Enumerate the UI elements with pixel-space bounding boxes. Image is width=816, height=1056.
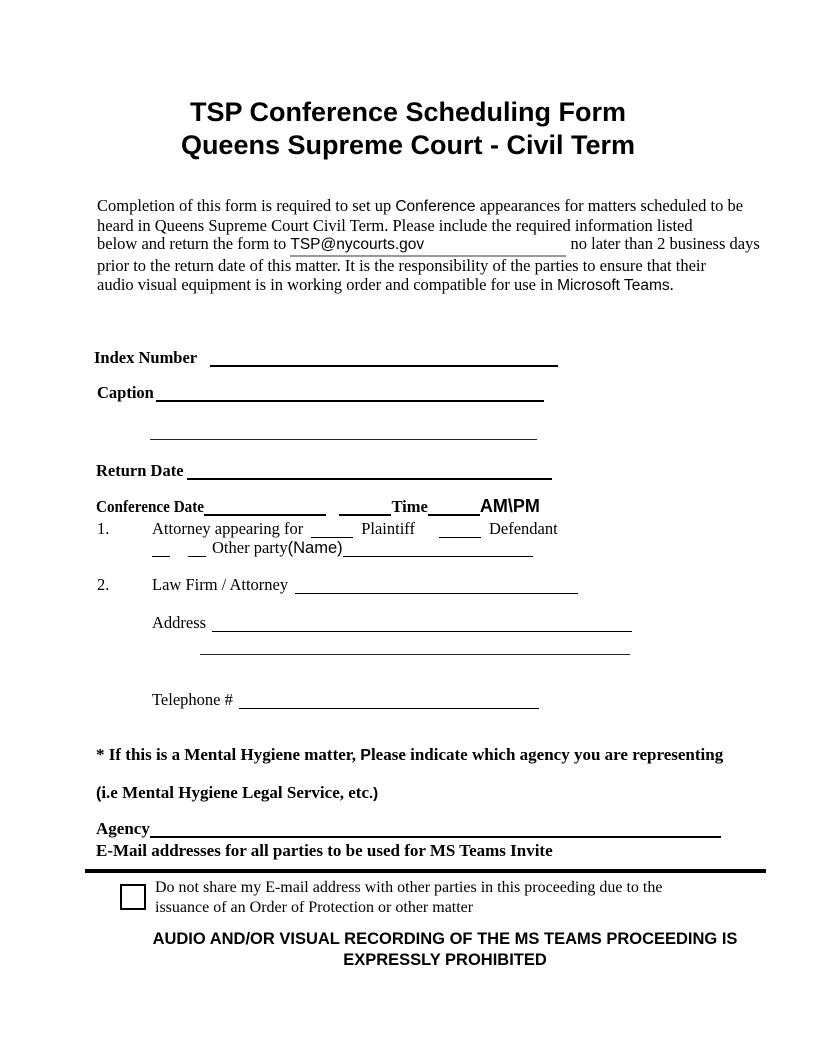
plaintiff-label: Plaintiff [361, 519, 415, 538]
mental-hygiene-text: P [360, 747, 371, 764]
other-party-name-input-line[interactable] [343, 554, 533, 557]
caption-row [97, 383, 544, 403]
return-date-input-line[interactable] [187, 476, 552, 480]
intro-text: appearances for matters scheduled to be [475, 196, 744, 215]
conference-date-label: Conference Date [96, 497, 205, 516]
intro-line3 [97, 235, 760, 257]
address-label: Address [152, 613, 207, 632]
telephone-label: Telephone # [152, 690, 233, 709]
item2-row [97, 575, 578, 595]
form-title-line2: Queens Supreme Court - Civil Term [180, 130, 636, 160]
index-number-row [94, 348, 558, 368]
privacy-statement-line1: Do not share my E-mail address with other parties in this proceeding due to the [155, 879, 663, 896]
microsoft-teams-word: Microsoft Teams [557, 276, 670, 294]
ampm-label: AM\PM [479, 496, 540, 516]
intro-text: . [669, 274, 674, 294]
intro-line2: heard in Queens Supreme Court Civil Term. Please include the required information listed [97, 215, 693, 235]
mental-hygiene-text: lease indicate which agency you are representing [370, 745, 724, 764]
intro-line5 [97, 276, 760, 296]
mental-hygiene-note [96, 745, 723, 766]
attorney-appearing-label: Attorney appearing for [152, 519, 304, 538]
agency-row [96, 819, 721, 839]
mental-hygiene-example-text: i.e Mental Hygiene Legal Service, etc [101, 783, 369, 802]
law-firm-input-line[interactable] [295, 591, 578, 594]
agency-label: Agency [96, 819, 150, 838]
intro-text: below and return the form to [97, 234, 291, 254]
form-title-line1: TSP Conference Scheduling Form [189, 97, 627, 127]
tsp-email-address: TSP@nycourts.gov [290, 236, 425, 254]
mental-hygiene-example [96, 783, 378, 804]
index-number-label: Index Number [94, 348, 198, 367]
conference-word: Conference [395, 198, 476, 215]
return-date-label: Return Date [96, 461, 184, 480]
telephone-input-line[interactable] [239, 706, 539, 709]
conference-date-row [96, 496, 540, 517]
address-input-line[interactable] [212, 629, 632, 632]
index-number-input-line[interactable] [210, 363, 558, 367]
section-divider-rule [85, 869, 766, 873]
defendant-label: Defendant [488, 519, 558, 538]
intro-text: no later than 2 business days [566, 234, 760, 254]
address-input-line-2[interactable] [200, 640, 630, 655]
mental-hygiene-example-text: .) [369, 785, 379, 802]
recording-warning-line2: EXPRESSLY PROHIBITED [343, 951, 547, 969]
conference-date-input-line-2[interactable] [339, 512, 391, 516]
other-party-line-2[interactable] [188, 554, 206, 557]
caption-label: Caption [97, 383, 154, 402]
privacy-checkbox[interactable] [120, 884, 146, 910]
telephone-row [152, 690, 539, 710]
mental-hygiene-example-text: ( [96, 785, 102, 802]
intro-text: audio visual equipment is in working order and compatible for use in [97, 274, 558, 294]
item1-row2 [152, 538, 533, 558]
time-input-line[interactable] [428, 512, 480, 516]
time-label: Time [391, 497, 428, 516]
caption-input-line[interactable] [156, 398, 544, 402]
agency-input-line[interactable] [150, 834, 721, 838]
mental-hygiene-text: * If this is a Mental Hygiene matter, [96, 745, 361, 764]
intro-line4: prior to the return date of this matter. It is the responsibility of the parties to ensure that their [97, 256, 706, 276]
intro-paragraph [97, 197, 760, 296]
privacy-statement [155, 878, 662, 918]
recording-warning-line1: AUDIO AND/OR VISUAL RECORDING OF THE MS TEAMS PROCEEDING IS [152, 930, 738, 948]
law-firm-label: Law Firm / Attorney [152, 575, 289, 594]
address-row [152, 613, 632, 633]
item1-row [97, 519, 558, 539]
caption-input-line-2[interactable] [150, 425, 537, 440]
item1-number: 1. [97, 519, 110, 538]
form-title [0, 96, 816, 162]
item2-number: 2. [97, 575, 110, 594]
privacy-statement-line2: issuance of an Order of Protection or other matter [155, 899, 474, 916]
recording-warning [120, 929, 770, 971]
conference-date-input-line[interactable] [204, 512, 326, 516]
name-label: (Name) [287, 539, 343, 557]
email-address-line[interactable] [290, 235, 566, 257]
intro-text: Completion of this form is required to set up [97, 196, 396, 215]
other-party-line-1[interactable] [152, 554, 170, 557]
intro-line1 [97, 197, 760, 217]
other-party-label: Other party [212, 538, 288, 557]
return-date-row [96, 461, 552, 481]
email-note: E-Mail addresses for all parties to be used for MS Teams Invite [96, 841, 553, 860]
